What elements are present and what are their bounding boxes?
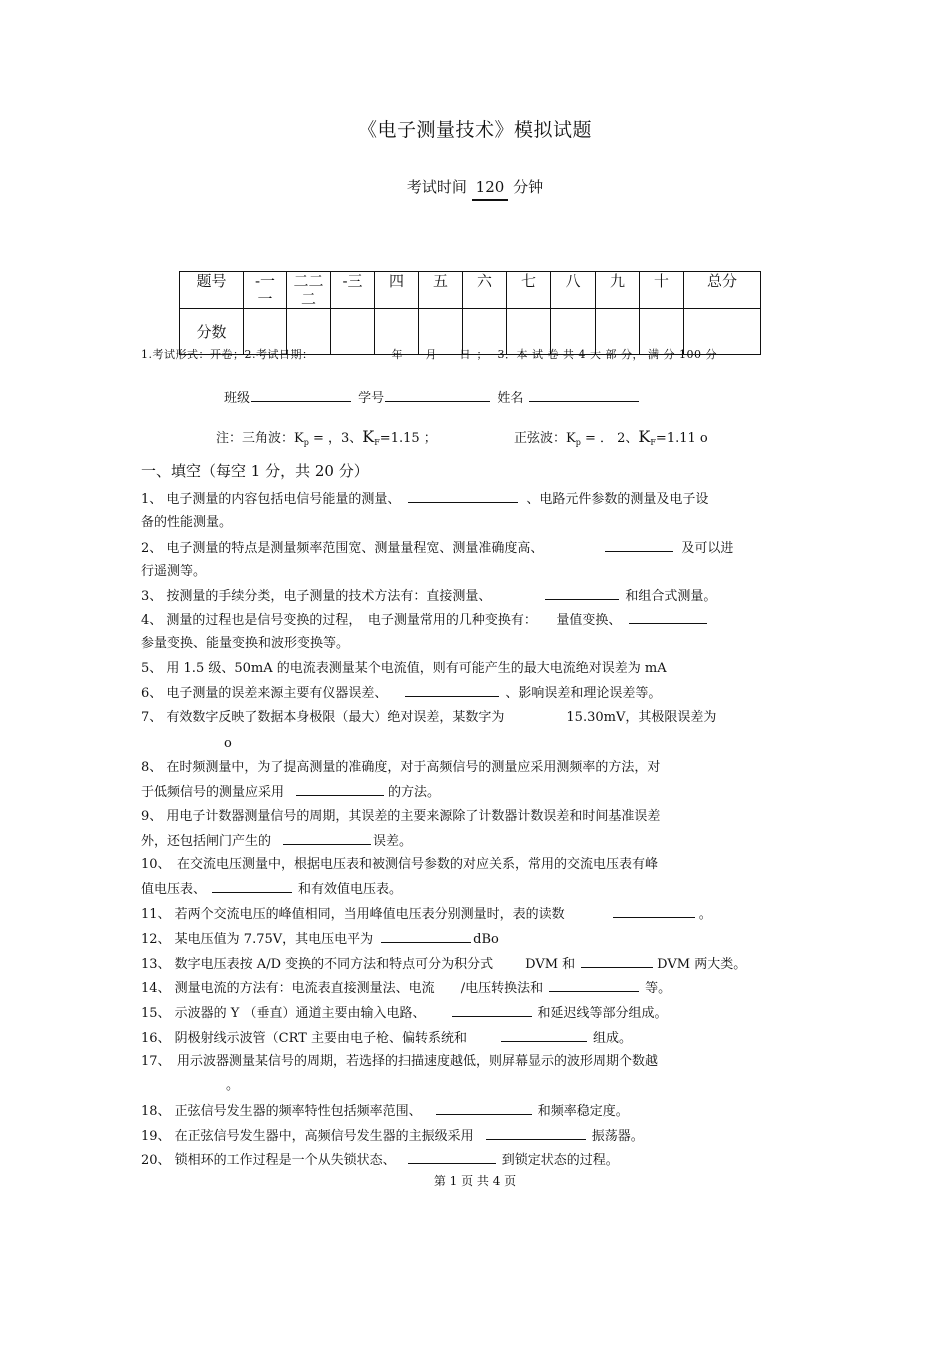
student-id-field[interactable] [385, 389, 490, 402]
question-8: 8、 在时频测量中，为了提高测量的准确度，对于高频信号的测量应采用测频率的方法，对 [141, 760, 661, 775]
question-text: 、电路元件参数的测量及电子设 [526, 492, 709, 507]
question-3 [141, 587, 716, 606]
header-cell: 十 [640, 272, 684, 309]
question-1-cont: 备的性能测量。 [141, 515, 233, 530]
k-symbol: K [362, 427, 375, 446]
name-field[interactable] [529, 389, 639, 402]
question-10-cont [141, 880, 402, 899]
question-text: 组成。 [592, 1031, 632, 1046]
k-symbol: K [638, 427, 651, 446]
question-text: 12、 某电压值为 7.75V，其电压电平为 [141, 932, 374, 947]
question-text: 和频率稳定度。 [537, 1104, 629, 1119]
question-text: 、影响误差和理论误差等。 [505, 686, 662, 701]
question-12 [141, 930, 499, 949]
question-text: 和有效值电压表。 [298, 882, 403, 897]
answer-blank[interactable] [545, 587, 619, 600]
answer-blank[interactable] [296, 783, 384, 796]
exam-info-line [141, 346, 717, 364]
question-9: 9、 用电子计数器测量信号的周期，其误差的主要来源除了计数器计数误差和时间基准误差 [141, 809, 661, 824]
question-7 [141, 709, 716, 727]
question-text: /电压转换法和 [460, 981, 544, 996]
note-triangle [216, 428, 437, 452]
answer-blank[interactable] [486, 1127, 586, 1140]
header-cell: 总分 [684, 272, 761, 309]
exam-time-prefix: 考试时间 [406, 178, 467, 196]
question-text: 20、 锁相环的工作过程是一个从失锁状态、 [141, 1153, 396, 1168]
question-text: 15、 示波器的 Y （垂直）通道主要由输入电路、 [141, 1006, 426, 1021]
question-6 [141, 684, 661, 703]
question-text: 和组合式测量。 [625, 589, 717, 604]
student-id-label: 学号 [358, 391, 385, 406]
answer-blank[interactable] [436, 1102, 532, 1115]
header-cell: 九 [596, 272, 640, 309]
question-5: 5、 用 1.5 级、50mA 的电流表测量某个电流值，则有可能产生的最大电流绝对误差为 mA [141, 661, 667, 676]
score-table-header-row [180, 272, 761, 309]
sub-f: F [374, 438, 380, 447]
header-cell: 二二 二 [287, 272, 331, 309]
question-2-cont: 行遥测等。 [141, 564, 207, 579]
question-14 [141, 979, 671, 998]
answer-blank[interactable] [501, 1029, 587, 1042]
question-text: DVM 和 [525, 957, 576, 972]
sub-p: p [303, 438, 309, 447]
student-info [224, 389, 639, 408]
question-text: 到锁定状态的过程。 [501, 1153, 619, 1168]
section-heading: 一、填空（每空 1 分，共 20 分） [141, 462, 369, 480]
answer-blank[interactable] [212, 880, 292, 893]
sub-p: p [575, 438, 581, 447]
question-text: 14、 测量电流的方法有：电流表直接测量法、电流 [141, 981, 435, 996]
answer-blank[interactable] [605, 539, 673, 552]
question-2 [141, 539, 733, 558]
answer-blank[interactable] [581, 955, 653, 968]
answer-blank[interactable] [452, 1004, 532, 1017]
question-text: 外，还包括闸门产生的 [141, 834, 272, 849]
question-11 [141, 905, 712, 924]
question-8-cont [141, 783, 440, 802]
question-10: 10、 在交流电压测量中，根据电压表和被测信号参数的对应关系，常用的交流电压表有峰 [141, 857, 659, 872]
question-text: 3、 按测量的手续分类，电子测量的技术方法有：直接测量、 [141, 589, 492, 604]
header-cell: -三 [331, 272, 375, 309]
question-text: 6、 电子测量的误差来源主要有仪器误差、 [141, 686, 388, 701]
answer-blank[interactable] [283, 832, 371, 845]
question-text: 和延迟线等部分组成。 [537, 1006, 668, 1021]
score-table [179, 271, 761, 355]
answer-blank[interactable] [408, 490, 518, 503]
page-number: 第 1 页 共 4 页 [433, 1174, 517, 1188]
score-label-cell: 分数 [180, 309, 244, 355]
question-4-cont: 参量变换、能量变换和波形变换等。 [141, 636, 350, 651]
header-cell: 题号 [180, 272, 244, 309]
question-text: 13、 数字电压表按 A/D 变换的不同方法和特点可分为积分式 [141, 957, 494, 972]
question-text: 4、 测量的过程也是信号变换的过程， 电子测量常用的几种变换有： 量值变换、 [141, 613, 622, 628]
header-cell: 四 [375, 272, 419, 309]
sub-f: F [650, 438, 656, 447]
class-field[interactable] [251, 389, 351, 402]
answer-blank[interactable] [408, 1151, 496, 1164]
question-16 [141, 1029, 632, 1048]
question-text: dBo [473, 932, 499, 947]
question-text: 值电压表、 [141, 882, 207, 897]
note-triangle-mid: = ，3、 [308, 431, 363, 446]
question-text: 2、 电子测量的特点是测量频率范围宽、测量量程宽、测量准确度高、 [141, 541, 544, 556]
question-text: 7、 有效数字反映了数据本身极限（最大）绝对误差，某数字为 [141, 710, 505, 725]
question-text: 。 [698, 907, 712, 922]
answer-blank[interactable] [613, 905, 695, 918]
question-text: 15.30mV，其极限误差为 [566, 710, 717, 725]
answer-blank[interactable] [405, 684, 499, 697]
answer-blank[interactable] [629, 611, 707, 624]
question-19 [141, 1127, 644, 1146]
question-text: 1、 电子测量的内容包括电信号能量的测量、 [141, 492, 401, 507]
answer-blank[interactable] [549, 979, 639, 992]
exam-info-right: 3．本 试 卷 共 4 大 部 分， 满 分 100 分 [497, 348, 717, 361]
question-18 [141, 1102, 629, 1121]
header-cell: 七 [507, 272, 551, 309]
name-label: 姓名 [497, 391, 524, 406]
question-17-cont: 。 [226, 1078, 240, 1093]
note-triangle-prefix: 注：三角波：K [216, 431, 304, 446]
question-text: DVM 两大类。 [657, 957, 747, 972]
question-20 [141, 1151, 619, 1170]
question-text: 19、 在正弦信号发生器中，高频信号发生器的主振级采用 [141, 1129, 474, 1144]
question-text: 等。 [645, 981, 672, 996]
note-sine [514, 428, 708, 452]
question-text: 的方法。 [388, 785, 441, 800]
exam-time [0, 176, 950, 201]
question-15 [141, 1004, 668, 1023]
question-text: 16、 阴极射线示波管（CRT 主要由电子枪、偏转系统和 [141, 1031, 467, 1046]
question-text: 误差。 [373, 834, 413, 849]
question-text: 于低频信号的测量应采用 [141, 785, 285, 800]
question-4 [141, 611, 707, 630]
exam-time-value: 120 [472, 178, 509, 201]
class-label: 班级 [224, 391, 251, 406]
note-sine-end: =1.11 o [655, 431, 708, 446]
exam-time-suffix: 分钟 [513, 178, 544, 196]
question-text: 11、 若两个交流电压的峰值相同，当用峰值电压表分别测量时，表的读数 [141, 907, 565, 922]
question-text: 18、 正弦信号发生器的频率特性包括频率范围、 [141, 1104, 422, 1119]
question-13 [141, 955, 746, 974]
note-sine-prefix: 正弦波：K [514, 431, 576, 446]
question-1 [141, 490, 708, 509]
header-cell: 五 [419, 272, 463, 309]
header-cell: -一 一 [244, 272, 287, 309]
question-9-cont [141, 832, 412, 851]
exam-info-date: 年 月 日； [391, 348, 494, 361]
answer-blank[interactable] [381, 930, 471, 943]
header-cell: 六 [463, 272, 507, 309]
question-7-cont: o [224, 736, 232, 751]
page-title: 《电子测量技术》模拟试题 [357, 119, 592, 141]
question-text: 及可以进 [681, 541, 734, 556]
question-text: 振荡器。 [591, 1129, 644, 1144]
exam-info-left: 1.考试形式：开卷；2.考试日期： [141, 348, 314, 361]
question-17: 17、 用示波器测量某信号的周期，若选择的扫描速度越低，则屏幕显示的波形周期个数越 [141, 1054, 659, 1069]
note-triangle-end: =1.15 ； [379, 431, 437, 446]
note-sine-mid: = ． 2、 [580, 431, 639, 446]
header-cell: 八 [551, 272, 596, 309]
